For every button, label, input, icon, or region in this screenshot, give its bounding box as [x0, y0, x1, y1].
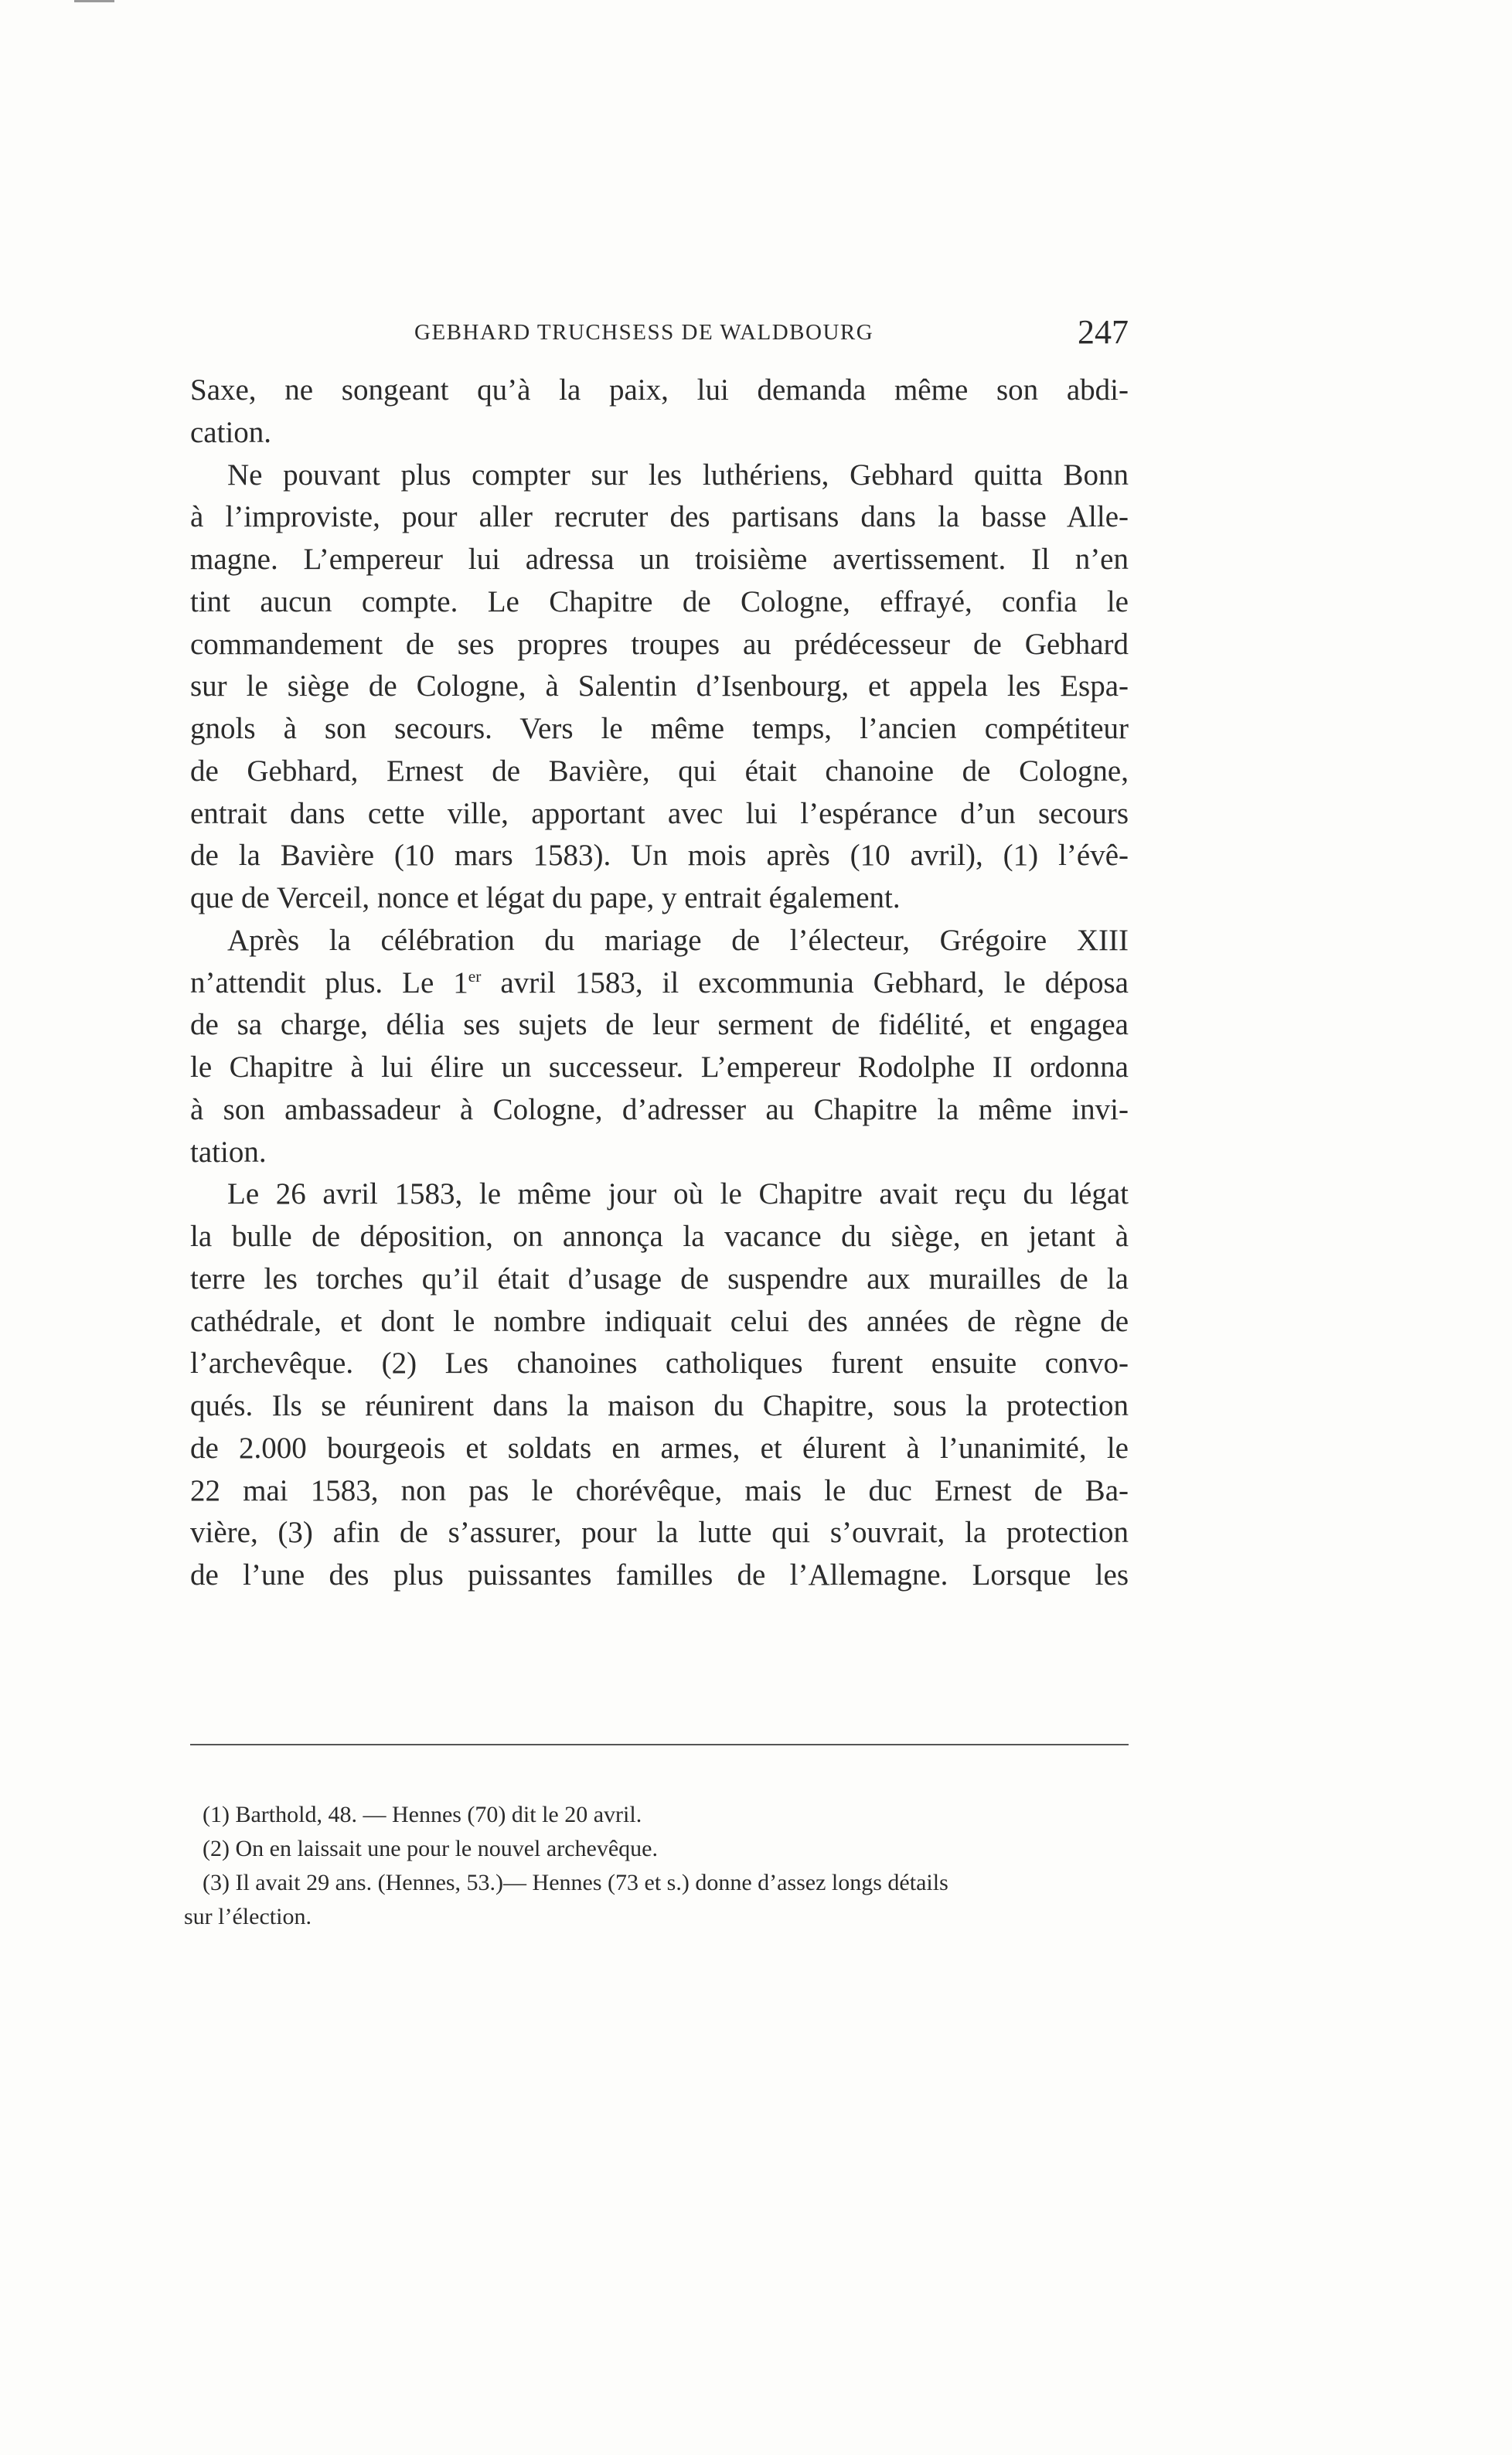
page-header [190, 312, 1129, 359]
text-line: qués. Ils se réunirent dans la maison du Chapitre, sous la protection [190, 1389, 1129, 1422]
text-line: entrait dans cette ville, apportant avec lui l’espérance d’un secours [190, 796, 1129, 830]
text-line: vière, (3) afin de s’assurer, pour la lutte qui s’ouvrait, la protection [190, 1516, 1129, 1550]
text-line: gnols à son secours. Vers le même temps, l’ancien compétiteur [190, 712, 1129, 745]
text-line: de 2.000 bourgeois et soldats en armes, et élurent à l’unanimité, le [190, 1431, 1129, 1465]
footnote-continuation: sur l’élection. [184, 1904, 312, 1929]
text-line: Après la célébration du mariage de l’électeur, Grégoire XIII [227, 923, 1129, 957]
top-edge-mark [74, 0, 114, 2]
text-line [190, 962, 1129, 1005]
footnote: (3) Il avait 29 ans. (Hennes, 53.)— Hennes (73 et s.) donne d’assez longs détails [203, 1870, 948, 1895]
text-line: à l’improviste, pour aller recruter des partisans dans la basse Alle- [190, 500, 1129, 534]
text-line: sur le siège de Cologne, à Salentin d’Isenbourg, et appela les Espa- [190, 669, 1129, 703]
text-line: 22 mai 1583, non pas le chorévêque, mais le duc Ernest de Ba- [190, 1473, 1129, 1507]
ordinal-superscript: er [468, 966, 482, 986]
body-text [190, 369, 1129, 1597]
text-line: Ne pouvant plus compter sur les luthériens, Gebhard quitta Bonn [227, 458, 1129, 492]
text-line: que de Verceil, nonce et légat du pape, y entrait également. [190, 881, 901, 914]
text-line: cation. [190, 415, 272, 449]
text-line: la bulle de déposition, on annonça la vacance du siège, en jetant à [190, 1220, 1129, 1253]
text-line: terre les torches qu’il était d’usage de suspendre aux murailles de la [190, 1262, 1129, 1296]
text-line: le Chapitre à lui élire un successeur. L’empereur Rodolphe II ordonna [190, 1050, 1129, 1084]
text-line: l’archevêque. (2) Les chanoines catholiques furent ensuite convo- [190, 1347, 1129, 1381]
text-line: de Gebhard, Ernest de Bavière, qui était chanoine de Cologne, [190, 754, 1129, 788]
text-line: tint aucun compte. Le Chapitre de Cologne, effrayé, confia le [190, 584, 1129, 618]
text-segment: avril 1583, il excommunia Gebhard, le déposa [481, 965, 1129, 999]
footnote: (1) Barthold, 48. — Hennes (70) dit le 20 avril. [203, 1802, 642, 1827]
running-head: GEBHARD TRUCHSESS DE WALDBOURG [414, 320, 874, 345]
text-segment: n’attendit plus. Le 1 [190, 965, 468, 999]
footnote-divider [190, 1744, 1129, 1745]
text-line: Le 26 avril 1583, le même jour où le Chapitre avait reçu du légat [227, 1177, 1129, 1211]
text-line: de sa charge, délia ses sujets de leur serment de fidélité, et engagea [190, 1008, 1129, 1042]
page-number: 247 [1078, 313, 1129, 351]
text-line: commandement de ses propres troupes au prédécesseur de Gebhard [190, 627, 1129, 661]
text-line: de l’une des plus puissantes familles de l’Allemagne. Lorsque les [190, 1558, 1129, 1592]
footnote: (2) On en laissait une pour le nouvel archevêque. [203, 1836, 658, 1861]
text-line: cathédrale, et dont le nombre indiquait celui des années de règne de [190, 1304, 1129, 1338]
text-line: magne. L’empereur lui adressa un troisième avertissement. Il n’en [190, 543, 1129, 576]
footnotes [184, 1798, 1130, 1934]
text-line: Saxe, ne songeant qu’à la paix, lui demanda même son abdi- [190, 373, 1129, 407]
text-line: tation. [190, 1135, 267, 1169]
text-line: à son ambassadeur à Cologne, d’adresser au Chapitre la même invi- [190, 1092, 1129, 1126]
text-line: de la Bavière (10 mars 1583). Un mois après (10 avril), (1) l’évê- [190, 839, 1129, 873]
